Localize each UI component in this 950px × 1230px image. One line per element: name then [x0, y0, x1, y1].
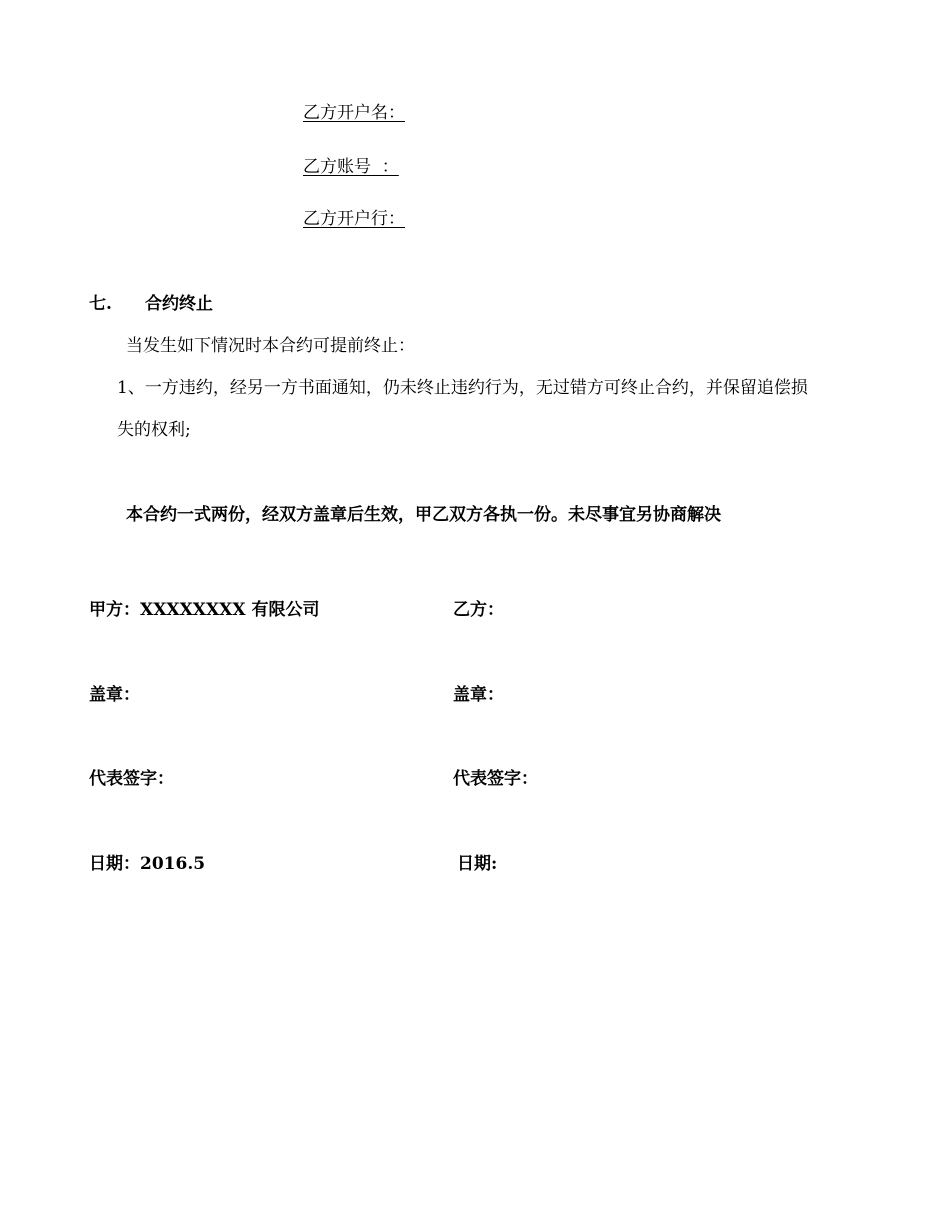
section-intro: 当发生如下情况时本合约可提前终止： — [126, 336, 415, 356]
clause-1-line-1: 1、一方违约，经另一方书面通知，仍未终止违约行为，无过错方可终止合约，并保留追偿损 — [117, 378, 808, 398]
party-b-name: 乙方： — [453, 600, 504, 620]
party-b-signature: 代表签字： — [453, 769, 538, 789]
closing-statement: 本合约一式两份，经双方盖章后生效，甲乙双方各执一份。未尽事宜另协商解决 — [126, 505, 721, 525]
bank-label: 乙方开户行： — [303, 209, 405, 229]
section-number: 七. — [89, 294, 112, 314]
party-a-name: 甲方：XXXXXXXX 有限公司 — [89, 600, 320, 620]
account-name-label: 乙方开户名： — [303, 103, 405, 123]
account-number-label: 乙方账号 ： — [303, 157, 399, 177]
party-b-date: 日期: — [457, 854, 498, 874]
section-title: 合约终止 — [145, 294, 213, 314]
party-b-seal: 盖章： — [453, 685, 504, 705]
party-a-seal: 盖章： — [89, 685, 140, 705]
party-a-date: 日期：2016.5 — [89, 854, 206, 874]
clause-1-line-2: 失的权利; — [117, 420, 191, 440]
party-a-signature: 代表签字： — [89, 769, 174, 789]
